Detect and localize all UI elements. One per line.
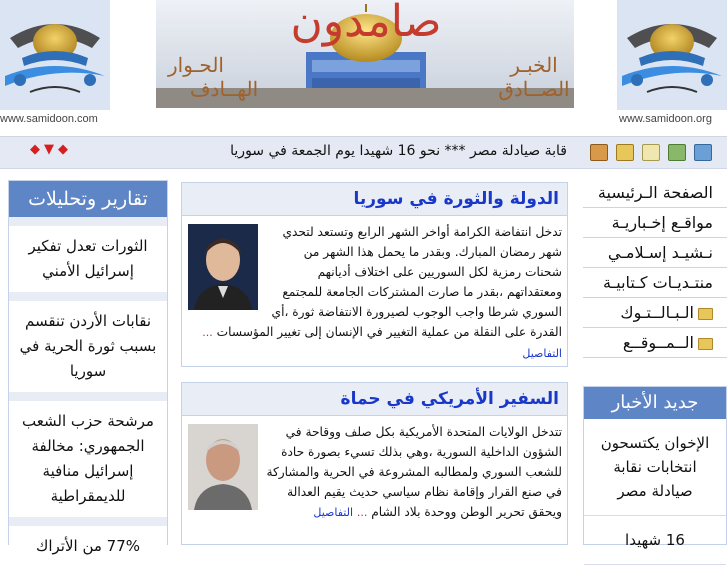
nav-item-nasheed[interactable]: [583, 238, 727, 268]
nav-item-label: نـشيـد إسـلامـي: [607, 243, 713, 262]
banner-word-4: الهــادف: [189, 77, 259, 101]
details-link[interactable]: التفاصيل: [313, 506, 354, 519]
nav-item-label: الـبـالــتـوك: [620, 303, 694, 322]
news-item[interactable]: 16 شهيدا: [584, 516, 726, 565]
article-photo[interactable]: [188, 224, 258, 310]
nav-item-paltalk[interactable]: [583, 298, 727, 328]
mail-icon[interactable]: [616, 144, 634, 161]
nav-item-news-sites[interactable]: [583, 208, 727, 238]
nav-item-site[interactable]: [583, 328, 727, 358]
reports-header: تقارير وتحليلات: [9, 181, 167, 217]
print-icon[interactable]: [694, 144, 712, 161]
nav-item-label: مواقـع إخـباريـة: [611, 213, 713, 232]
article-body: [182, 216, 567, 364]
news-item[interactable]: الإخوان يكتسحون انتخابات نقابة صيادلة مصر: [584, 419, 726, 516]
ticker-controls: [30, 142, 68, 157]
home-icon[interactable]: [590, 144, 608, 161]
ticker-next-icon[interactable]: ◆: [58, 142, 68, 157]
article-title[interactable]: الدولة والثورة في سوريا: [182, 183, 567, 216]
edit-icon[interactable]: [642, 144, 660, 161]
site-logo-left[interactable]: [0, 0, 110, 128]
site-logo-right[interactable]: [617, 0, 727, 128]
report-item[interactable]: الثورات تعدل تفكير إسرائيل الأمني: [9, 226, 167, 292]
nav-item-label: الــمــوقــع: [622, 333, 694, 352]
header-banner: [156, 0, 574, 108]
nav-item-label: الصفحة الـرئيسية: [597, 183, 713, 202]
nav-item-forums[interactable]: [583, 268, 727, 298]
report-item[interactable]: 77% من الأتراك: [9, 526, 167, 567]
article-summary: تتدخل الولايات المتحدة الأمريكية بكل صلف ووقاحة في الشؤون الداخلية السورية ،وهي بذلك تسيء بصورة حادة للشعب السوري ولمطالبه المشروعة في الحرية والمشاركة في صنع القرار وإقامة نظام سياسي حديث يقيم العدالة ويحقق تحرير الوطن ووحدة بلاد الشام: [266, 425, 562, 519]
article-card: [181, 182, 568, 367]
article-body: [182, 416, 567, 523]
banner-word-3: الحـوار: [168, 53, 224, 77]
main-nav: [583, 178, 727, 358]
folder-icon: [698, 308, 713, 320]
nav-item-home[interactable]: [583, 178, 727, 208]
site-header: [0, 0, 727, 128]
report-item[interactable]: مرشحة حزب الشعب الجمهوري: مخالفة إسرائيل منافية للديمقراطية: [9, 401, 167, 517]
contacts-icon[interactable]: [668, 144, 686, 161]
ellipsis: ...: [356, 506, 368, 519]
article-title[interactable]: السفير الأمريكي في حماة: [182, 383, 567, 416]
reports-column: [8, 180, 168, 555]
latest-news-header: جديد الأخبار: [584, 387, 726, 419]
toolbar: [590, 144, 712, 161]
url-left[interactable]: www.samidoon.com: [0, 113, 98, 125]
article-card: [181, 382, 568, 545]
banner-title: صامدون: [290, 0, 442, 47]
ticker-prev-icon[interactable]: ◆: [30, 142, 40, 157]
news-ticker-bar: [0, 136, 727, 169]
details-link[interactable]: التفاصيل: [522, 347, 562, 360]
article-summary: تدخل انتفاضة الكرامة أواخر الشهر الرابع وتستعد لتحدي شهر رمضان المبارك. وبقدر ما يحمل هذا الشهر من شحنات رمزية لكل السوريين على اختلاف أديانهم ومعتقداتهم ،بقدر ما صارت المشتركات الجامعة للمجتمع السوري شرطا واجب الوجوب لصيرورة الانتفاضة ثورة ،أي القدرة على النقلة من عملية التغيير في الإنسان إلى تغيير المؤسسات: [216, 225, 562, 339]
ticker-text[interactable]: قابة صيادلة مصر *** نحو 16 شهيدا يوم الجمعة في سوريا: [230, 143, 567, 159]
article-photo[interactable]: [188, 424, 258, 510]
banner-word-1: الخبـر: [510, 53, 558, 77]
url-right[interactable]: www.samidoon.org: [619, 113, 712, 125]
banner-word-2: الصــادق: [498, 77, 570, 101]
nav-item-label: منتـديـات كـتابيـة: [602, 273, 713, 292]
latest-news-box: [583, 386, 727, 549]
ellipsis: ...: [202, 326, 213, 339]
ticker-pause-icon[interactable]: ▼: [44, 142, 54, 157]
folder-icon: [698, 338, 713, 350]
report-item[interactable]: نقابات الأردن تنقسم بسبب ثورة الحرية في سوريا: [9, 301, 167, 392]
